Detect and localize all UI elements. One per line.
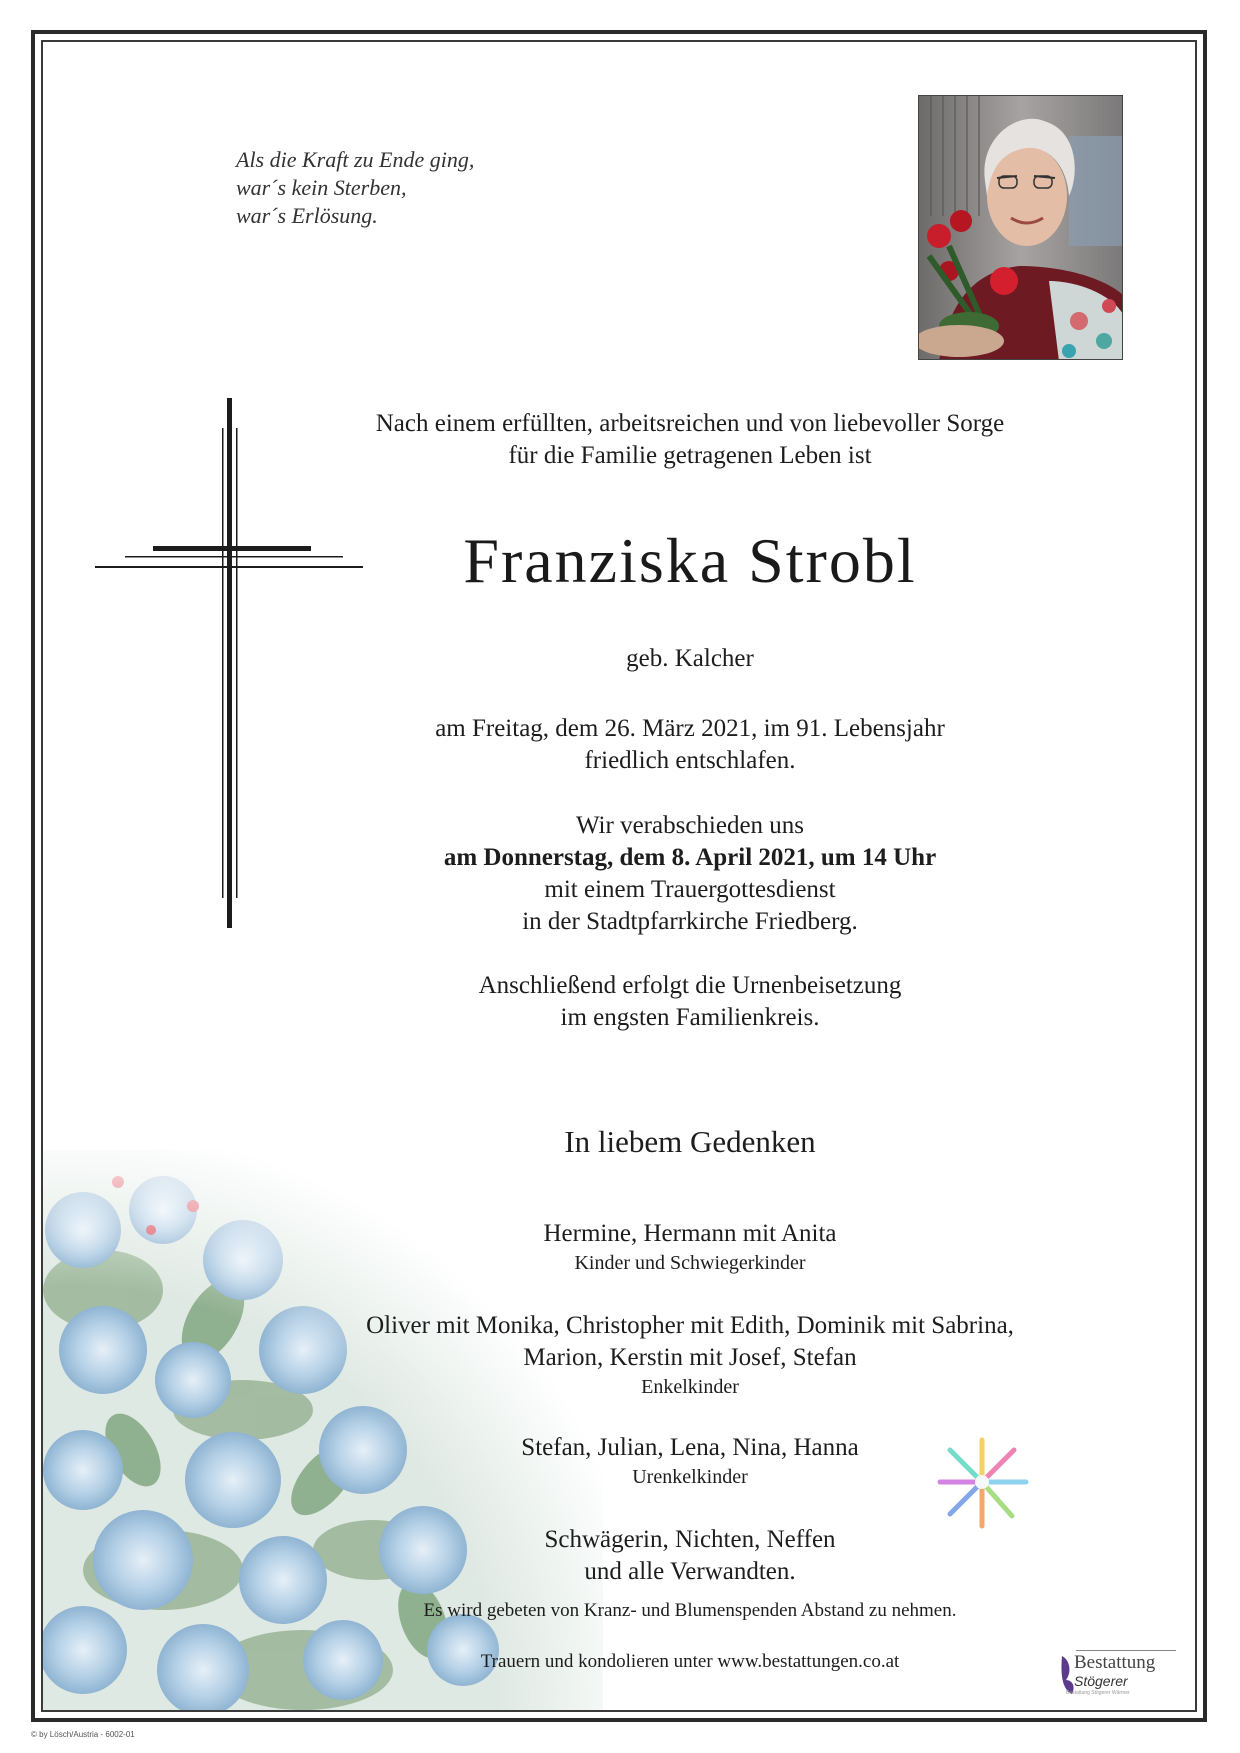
death-notice <box>290 713 1090 777</box>
logo-text-name: Stögerer <box>1074 1673 1128 1689</box>
memory-heading: In liebem Gedenken <box>564 1124 816 1159</box>
colorful-star-icon <box>932 1432 1032 1532</box>
burial-line-2: im engsten Familienkreis. <box>560 1004 820 1031</box>
mourner-names: Oliver mit Monika, Christopher mit Edith, Dominik mit Sabrina, <box>366 1312 1014 1339</box>
portrait-image <box>919 96 1123 360</box>
portrait-photo <box>918 95 1123 360</box>
funeral-date: am Donnerstag, dem 8. April 2021, um 14 Uhr <box>443 844 937 871</box>
mourner-names: und alle Verwandten. <box>584 1558 796 1585</box>
burial-details <box>290 970 1090 1034</box>
death-line-2: friedlich entschlafen. <box>584 747 796 774</box>
mourner-relation: Enkelkinder <box>641 1376 739 1398</box>
mourner-names: Stefan, Julian, Lena, Nina, Hanna <box>521 1434 859 1461</box>
intro-line-2: für die Familie getragenen Leben ist <box>508 442 872 469</box>
copyright-notice: © by Lösch/Austria - 6002-01 <box>31 1730 135 1739</box>
maiden-name: geb. Kalcher <box>626 645 754 672</box>
mourner-relation: Urenkelkinder <box>632 1466 748 1488</box>
logo-text-bestattung: Bestattung <box>1074 1652 1156 1673</box>
farewell-line-1: Wir verabschieden uns <box>575 812 805 839</box>
mourner-names: Hermine, Hermann mit Anita <box>543 1220 837 1247</box>
deceased-name: Franziska Strobl <box>463 525 917 596</box>
motto-line-1: Als die Kraft zu Ende ging, <box>236 147 475 172</box>
intro-text <box>290 408 1090 472</box>
farewell-line-3: mit einem Trauergottesdienst <box>544 876 836 903</box>
logo-tagline: Bestattung Stögerer Wärmer <box>1066 1690 1130 1696</box>
motto <box>236 146 474 230</box>
intro-line-1: Nach einem erfüllten, arbeitsreichen und von liebevoller Sorge <box>375 410 1005 437</box>
mourner-group <box>290 1310 1090 1400</box>
mourner-names: Marion, Kerstin mit Josef, Stefan <box>523 1344 857 1371</box>
condolence-link[interactable]: Trauern und kondolieren unter www.bestattungen.co.at <box>480 1651 900 1672</box>
motto-line-3: war´s Erlösung. <box>236 203 378 228</box>
funeral-details <box>290 810 1090 938</box>
mourner-names: Schwägerin, Nichten, Neffen <box>544 1526 836 1553</box>
death-line-1: am Freitag, dem 26. März 2021, im 91. Lebensjahr <box>435 715 945 742</box>
donation-request: Es wird gebeten von Kranz- und Blumenspenden Abstand zu nehmen. <box>423 1600 957 1621</box>
mourner-group <box>290 1218 1090 1276</box>
farewell-line-4: in der Stadtpfarrkirche Friedberg. <box>522 908 858 935</box>
mourner-relation: Kinder und Schwiegerkinder <box>574 1252 806 1274</box>
motto-line-2: war´s kein Sterben, <box>236 175 407 200</box>
burial-line-1: Anschließend erfolgt die Urnenbeisetzung <box>478 972 902 999</box>
mourner-group <box>290 1524 1090 1588</box>
